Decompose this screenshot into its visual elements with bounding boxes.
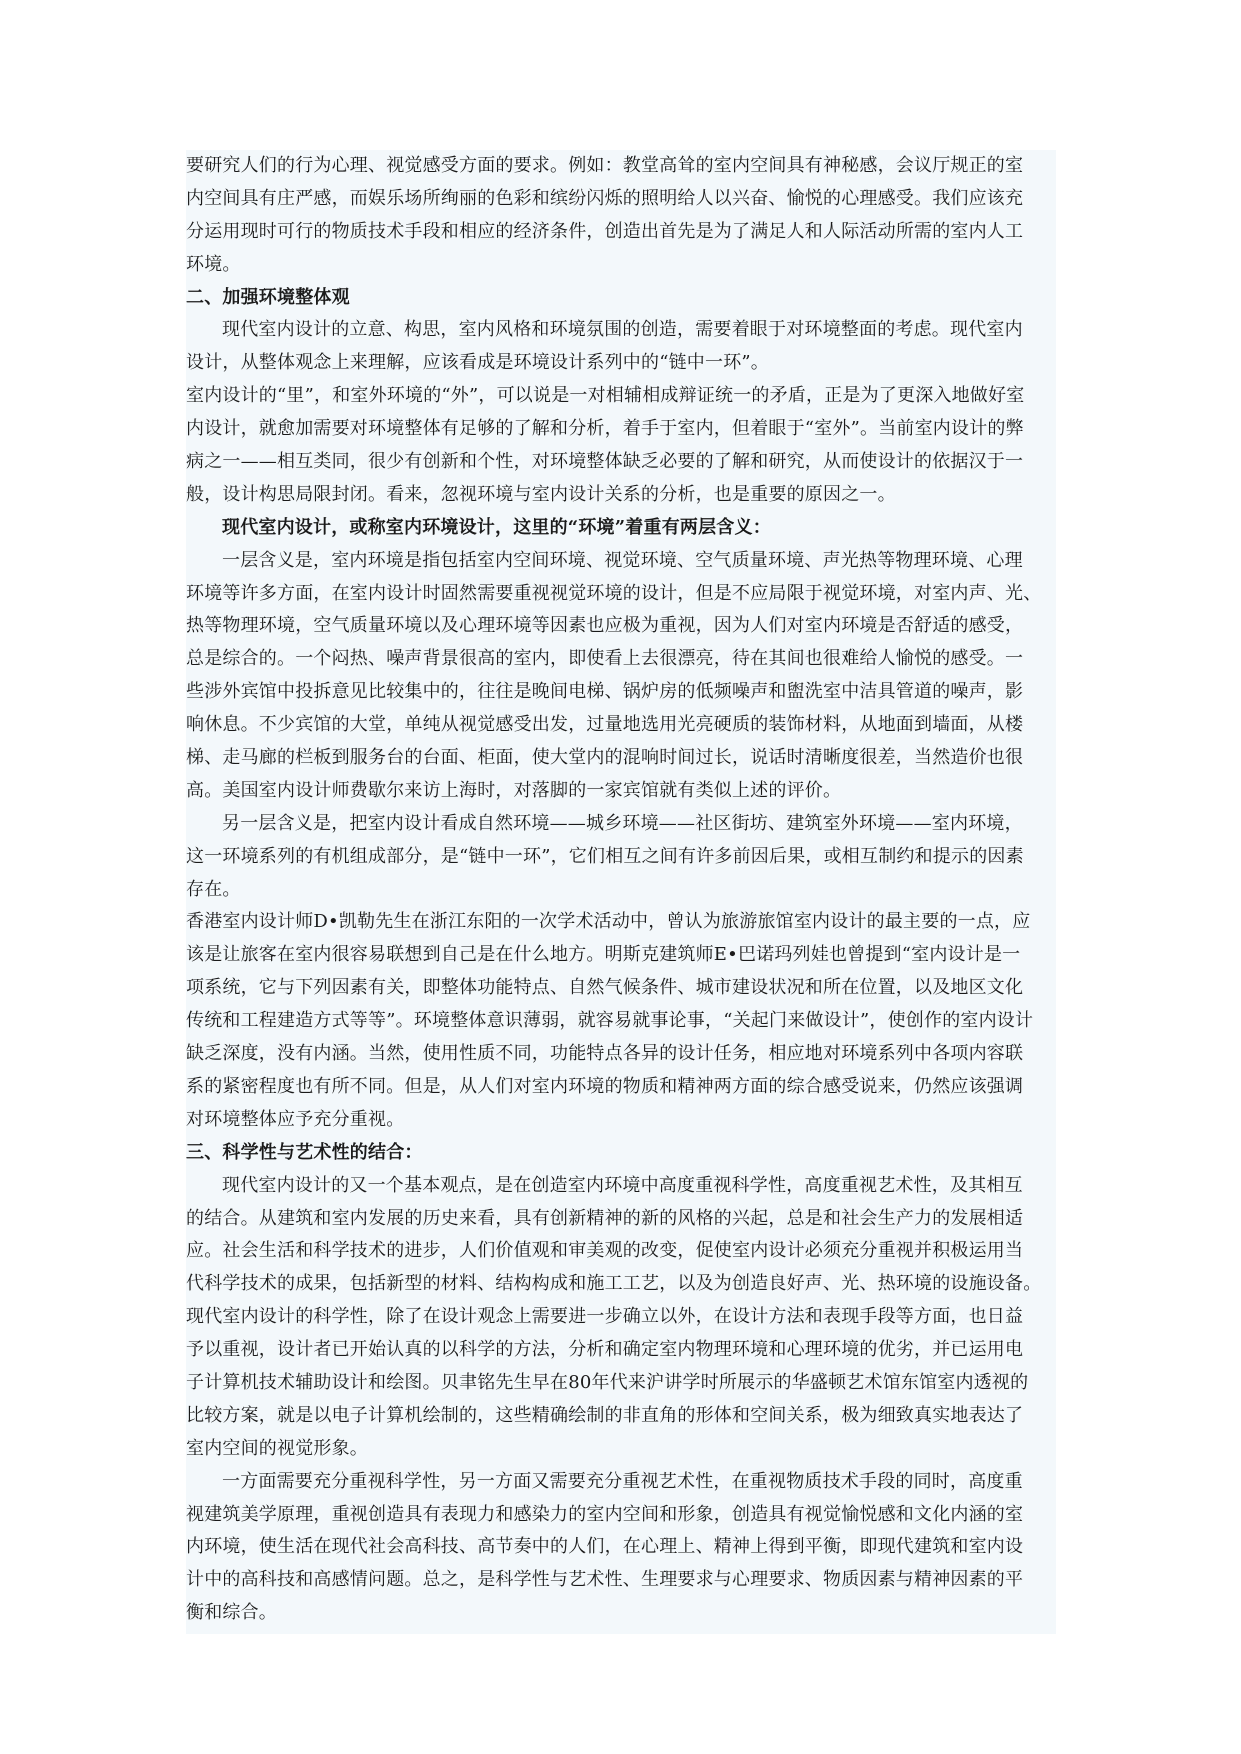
- paragraph-line: 总是综合的。一个闷热、噪声背景很高的室内，即使看上去很漂亮，待在其间也很难给人愉悦的感受。一: [186, 648, 1024, 670]
- paragraph-line: 些涉外宾馆中投拆意见比较集中的，往往是晚间电梯、锅炉房的低频噪声和盥洗室中洁具管道的噪声，影: [186, 681, 1024, 703]
- paragraph-line: 视建筑美学原理，重视创造具有表现力和感染力的室内空间和形象，创造具有视觉愉悦感和文化内涵的室: [186, 1503, 1024, 1525]
- paragraph-line: 衡和综合。: [186, 1602, 277, 1624]
- paragraph-line: 计中的高科技和高感情问题。总之，是科学性与艺术性、生理要求与心理要求、物质因素与精神因素的平: [186, 1569, 1024, 1591]
- paragraph-line: 要研究人们的行为心理、视觉感受方面的要求。例如：教堂高耸的室内空间具有神秘感，会议厅规正的室: [186, 155, 1024, 176]
- paragraph-line: 一层含义是，室内环境是指包括室内空间环境、视觉环境、空气质量环境、声光热等物理环境、心理: [222, 549, 1023, 571]
- paragraph-line: 现代室内设计的科学性，除了在设计观念上需要进一步确立以外，在设计方法和表现手段等方面，也日益: [186, 1306, 1024, 1328]
- paragraph-line: 分运用现时可行的物质技术手段和相应的经济条件，创造出首先是为了满足人和人际活动所需的室内人工: [186, 220, 1024, 242]
- paragraph-line: 环境。: [186, 253, 241, 275]
- section-heading: 三、科学性与艺术性的结合：: [186, 1141, 423, 1163]
- paragraph-line: 室内空间的视觉形象。: [186, 1437, 368, 1459]
- paragraph-line: 内环境，使生活在现代社会高科技、高节奏中的人们，在心理上、精神上得到平衡，即现代建筑和室内设: [186, 1536, 1024, 1558]
- paragraph-line: 梯、走马廊的栏板到服务台的台面、柜面，使大堂内的混响时间过长，说话时清晰度很差，当然造价也很: [186, 747, 1024, 769]
- paragraph-line: 热等物理环境，空气质量环境以及心理环境等因素也应极为重视，因为人们对室内环境是否舒适的感受，: [186, 615, 1024, 637]
- paragraph-line: 项系统，它与下列因素有关，即整体功能特点、自然气候条件、城市建设状况和所在位置，以及地区文化: [186, 977, 1024, 999]
- paragraph-line: 应。社会生活和科学技术的进步，人们价值观和审美观的改变，促使室内设计必须充分重视并积极运用当: [186, 1240, 1024, 1262]
- paragraph-line: 系的紧密程度也有所不同。但是，从人们对室内环境的物质和精神两方面的综合感受说来，仍然应该强调: [186, 1075, 1024, 1097]
- paragraph-line: 一方面需要充分重视科学性，另一方面又需要充分重视艺术性，在重视物质技术手段的同时，高度重: [222, 1470, 1023, 1492]
- paragraph-line: 存在。: [186, 878, 241, 900]
- paragraph-line: 这一环境系列的有机组成部分，是“链中一环”，它们相互之间有许多前因后果，或相互制约和提示的因素: [186, 845, 1024, 867]
- paragraph-line: 子计算机技术辅助设计和绘图。贝聿铭先生早在80年代来沪讲学时所展示的华盛顿艺术馆东馆室内透视的: [186, 1371, 1029, 1393]
- section-heading: 现代室内设计，或称室内环境设计，这里的“环境”着重有两层含义：: [222, 516, 771, 538]
- paragraph-line: 病之一——相互类同，很少有创新和个性，对环境整体缺乏必要的了解和研究，从而使设计的依据汉于一: [186, 451, 1024, 473]
- paragraph-line: 传统和工程建造方式等等”。环境整体意识薄弱，就容易就事论事，“关起门来做设计”，使创作的室内设计: [186, 1010, 1034, 1032]
- paragraph-line: 代科学技术的成果，包括新型的材料、结构构成和施工工艺，以及为创造良好声、光、热环境的设施设备。: [186, 1273, 1042, 1295]
- section-heading: 二、加强环境整体观: [186, 286, 350, 308]
- paragraph-line: 室内设计的“里”，和室外环境的“外”，可以说是一对相辅相成辩证统一的矛盾，正是为了更深入地做好室: [186, 385, 1025, 407]
- paragraph-line: 该是让旅客在室内很容易联想到自己是在什么地方。明斯克建筑师E•巴诺玛列娃也曾提到“室内设计是一: [186, 944, 1021, 966]
- paragraph-line: 般，设计构思局限封闭。看来，忽视环境与室内设计关系的分析，也是重要的原因之一。: [186, 483, 896, 505]
- paragraph-line: 对环境整体应予充分重视。: [186, 1108, 405, 1130]
- paragraph-line: 比较方案，就是以电子计算机绘制的，这些精确绘制的非直角的形体和空间关系，极为细致真实地表达了: [186, 1404, 1024, 1426]
- paragraph-line: 设计，从整体观念上来理解，应该看成是环境设计系列中的“链中一环”。: [186, 352, 770, 374]
- paragraph-line: 缺乏深度，没有内涵。当然，使用性质不同，功能特点各异的设计任务，相应地对环境系列中各项内容联: [186, 1043, 1024, 1065]
- paragraph-line: 响休息。不少宾馆的大堂，单纯从视觉感受出发，过量地选用光亮硬质的装饰材料，从地面到墙面，从楼: [186, 714, 1024, 736]
- paragraph-line: 香港室内设计师D•凯勒先生在浙江东阳的一次学术活动中，曾认为旅游旅馆室内设计的最主要的一点，应: [186, 911, 1031, 933]
- paragraph-line: 现代室内设计的立意、构思，室内风格和环境氛围的创造，需要着眼于对环境整面的考虑。现代室内: [222, 319, 1023, 341]
- paragraph-line: 高。美国室内设计师费歇尔来访上海时，对落脚的一家宾馆就有类似上述的评价。: [186, 779, 842, 801]
- document-body: [186, 150, 1056, 1634]
- paragraph-line: 内设计，就愈加需要对环境整体有足够的了解和分析，着手于室内，但着眼于“室外”。当前室内设计的弊: [186, 418, 1024, 440]
- paragraph-line: 的结合。从建筑和室内发展的历史来看，具有创新精神的新的风格的兴起，总是和社会生产力的发展相适: [186, 1207, 1024, 1229]
- paragraph-line: 予以重视，设计者已开始认真的以科学的方法，分析和确定室内物理环境和心理环境的优劣，并已运用电: [186, 1339, 1024, 1361]
- paragraph-line: 另一层含义是，把室内设计看成自然环境——城乡环境——社区街坊、建筑室外环境——室内环境，: [222, 812, 1023, 834]
- paragraph-line: 内空间具有庄严感，而娱乐场所绚丽的色彩和缤纷闪烁的照明给人以兴奋、愉悦的心理感受。我们应该充: [186, 187, 1024, 209]
- paragraph-line: 环境等许多方面，在室内设计时固然需要重视视觉环境的设计，但是不应局限于视觉环境，对室内声、光、: [186, 582, 1042, 604]
- paragraph-line: 现代室内设计的又一个基本观点，是在创造室内环境中高度重视科学性，高度重视艺术性，及其相互: [222, 1174, 1023, 1196]
